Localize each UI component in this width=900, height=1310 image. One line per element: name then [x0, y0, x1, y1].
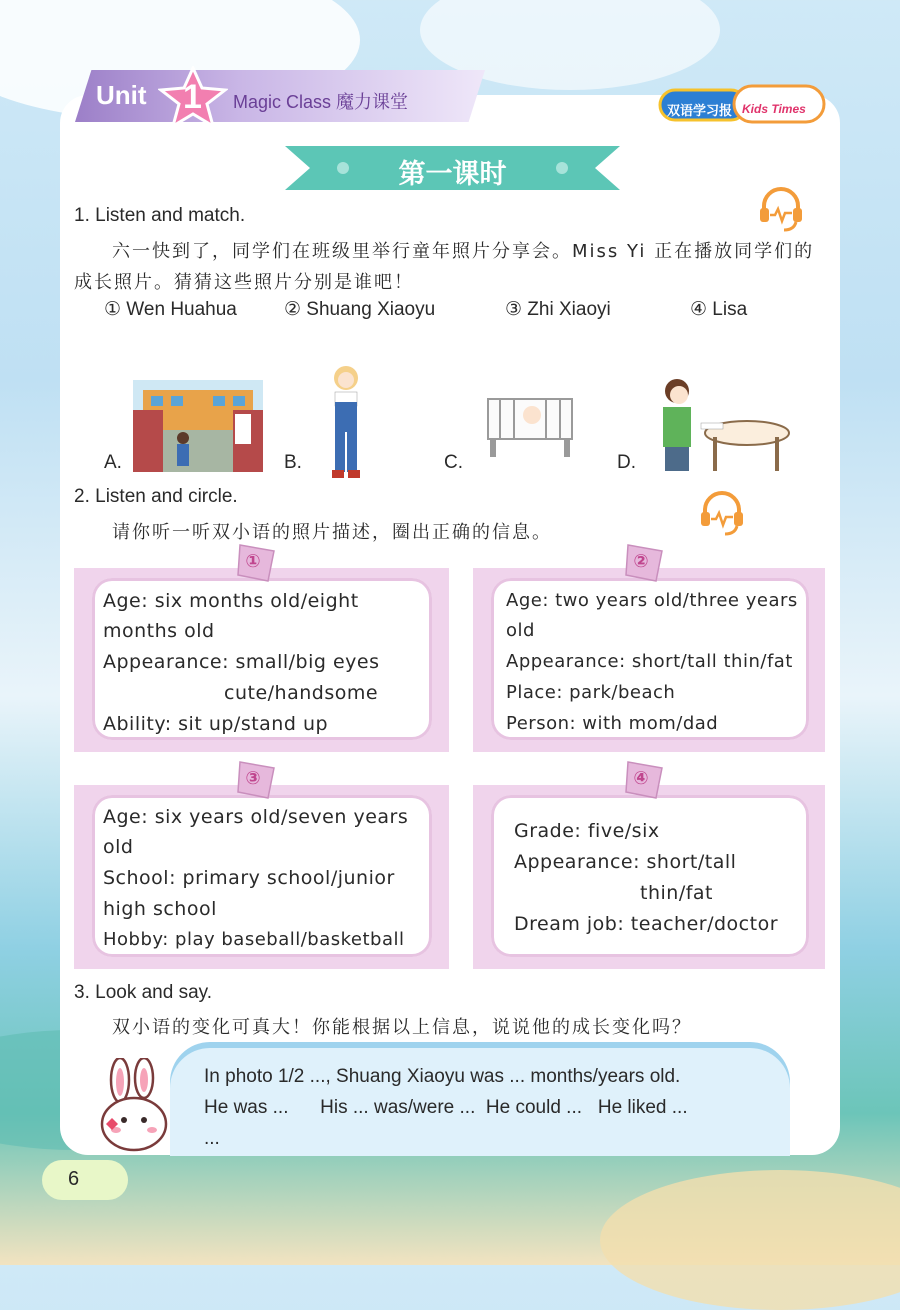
section2-heading: 2. Listen and circle.: [74, 486, 238, 507]
section1-heading: 1. Listen and match.: [74, 205, 246, 226]
card-1-line[interactable]: Age: six months old/eight: [103, 590, 359, 612]
card-2-line[interactable]: Place: park/beach: [506, 682, 676, 703]
card-2-number: ②: [633, 551, 649, 572]
picture-label-d: D.: [617, 452, 636, 473]
headset-icon[interactable]: [697, 488, 747, 538]
card-1-line[interactable]: cute/handsome: [224, 682, 379, 704]
section3-description: 双小语的变化可真大！你能根据以上信息，说说他的成长变化吗？: [112, 1017, 692, 1038]
picture-label-b: B.: [284, 452, 302, 473]
card-2-line[interactable]: Appearance: short/tall thin/fat: [506, 651, 793, 672]
card-1-line[interactable]: Appearance: small/big eyes: [103, 651, 380, 673]
headset-icon[interactable]: [756, 184, 806, 234]
unit-number: 1: [183, 78, 202, 116]
card-4-number: ④: [633, 768, 649, 789]
girl-overalls-picture[interactable]: [326, 362, 366, 482]
logo-english-text: Kids Times: [742, 102, 806, 116]
section1-description-line2: 成长照片。猜猜这些照片分别是谁吧！: [74, 272, 414, 293]
picture-label-a: A.: [104, 452, 122, 473]
card-1-line[interactable]: Ability: sit up/stand up: [103, 713, 329, 735]
card-2-line[interactable]: Person: with mom/dad: [506, 713, 719, 734]
card-1-number: ①: [245, 551, 261, 572]
section2-description: 请你听一听双小语的照片描述，圈出正确的信息。: [112, 522, 552, 543]
card-4-line[interactable]: Dream job: teacher/doctor: [514, 913, 778, 935]
sand-decoration: [600, 1170, 900, 1310]
card-3-line[interactable]: Age: six years old/seven years: [103, 806, 409, 828]
bubble-line-1: In photo 1/2 ..., Shuang Xiaoyu was ... months/years old.: [204, 1066, 681, 1087]
card-3-line[interactable]: old: [103, 836, 134, 858]
baby-crib-picture[interactable]: [480, 385, 580, 460]
card-2-line[interactable]: old: [506, 620, 535, 641]
card-4-line[interactable]: thin/fat: [640, 882, 713, 904]
card-3-line[interactable]: high school: [103, 898, 217, 920]
picture-label-c: C.: [444, 452, 463, 473]
boy-reading-picture[interactable]: [657, 375, 792, 475]
bunny-mascot-icon: [96, 1058, 172, 1154]
unit-subtitle: Magic Class 魔力课堂: [233, 92, 409, 112]
card-4-line[interactable]: Appearance: short/tall: [514, 851, 737, 873]
lesson-title: 第一课时: [398, 159, 507, 190]
card-2-line[interactable]: Age: two years old/three years: [506, 590, 798, 611]
section3-heading: 3. Look and say.: [74, 982, 213, 1003]
name-option-1: ① Wen Huahua: [104, 299, 237, 320]
logo-chinese-text: 双语学习报: [667, 104, 733, 119]
card-3-line[interactable]: School: primary school/junior: [103, 867, 395, 889]
section1-description-line1: 六一快到了，同学们在班级里举行童年照片分享会。Miss Yi 正在播放同学们的: [112, 241, 815, 262]
school-girl-picture[interactable]: [133, 380, 263, 472]
card-1-line[interactable]: months old: [103, 620, 215, 642]
card-3-number: ③: [245, 768, 261, 789]
card-3-line[interactable]: Hobby: play baseball/basketball: [103, 929, 405, 950]
unit-label: Unit: [96, 80, 147, 110]
bubble-line-3: ...: [204, 1128, 220, 1149]
page-number-badge: [42, 1160, 128, 1200]
name-option-2: ② Shuang Xiaoyu: [284, 299, 436, 320]
card-4-line[interactable]: Grade: five/six: [514, 820, 660, 842]
page-number: 6: [68, 1168, 80, 1190]
bubble-line-2: He was ... His ... was/were ... He could ... He liked ...: [204, 1097, 688, 1118]
name-option-4: ④ Lisa: [690, 299, 748, 320]
name-option-3: ③ Zhi Xiaoyi: [505, 299, 611, 320]
